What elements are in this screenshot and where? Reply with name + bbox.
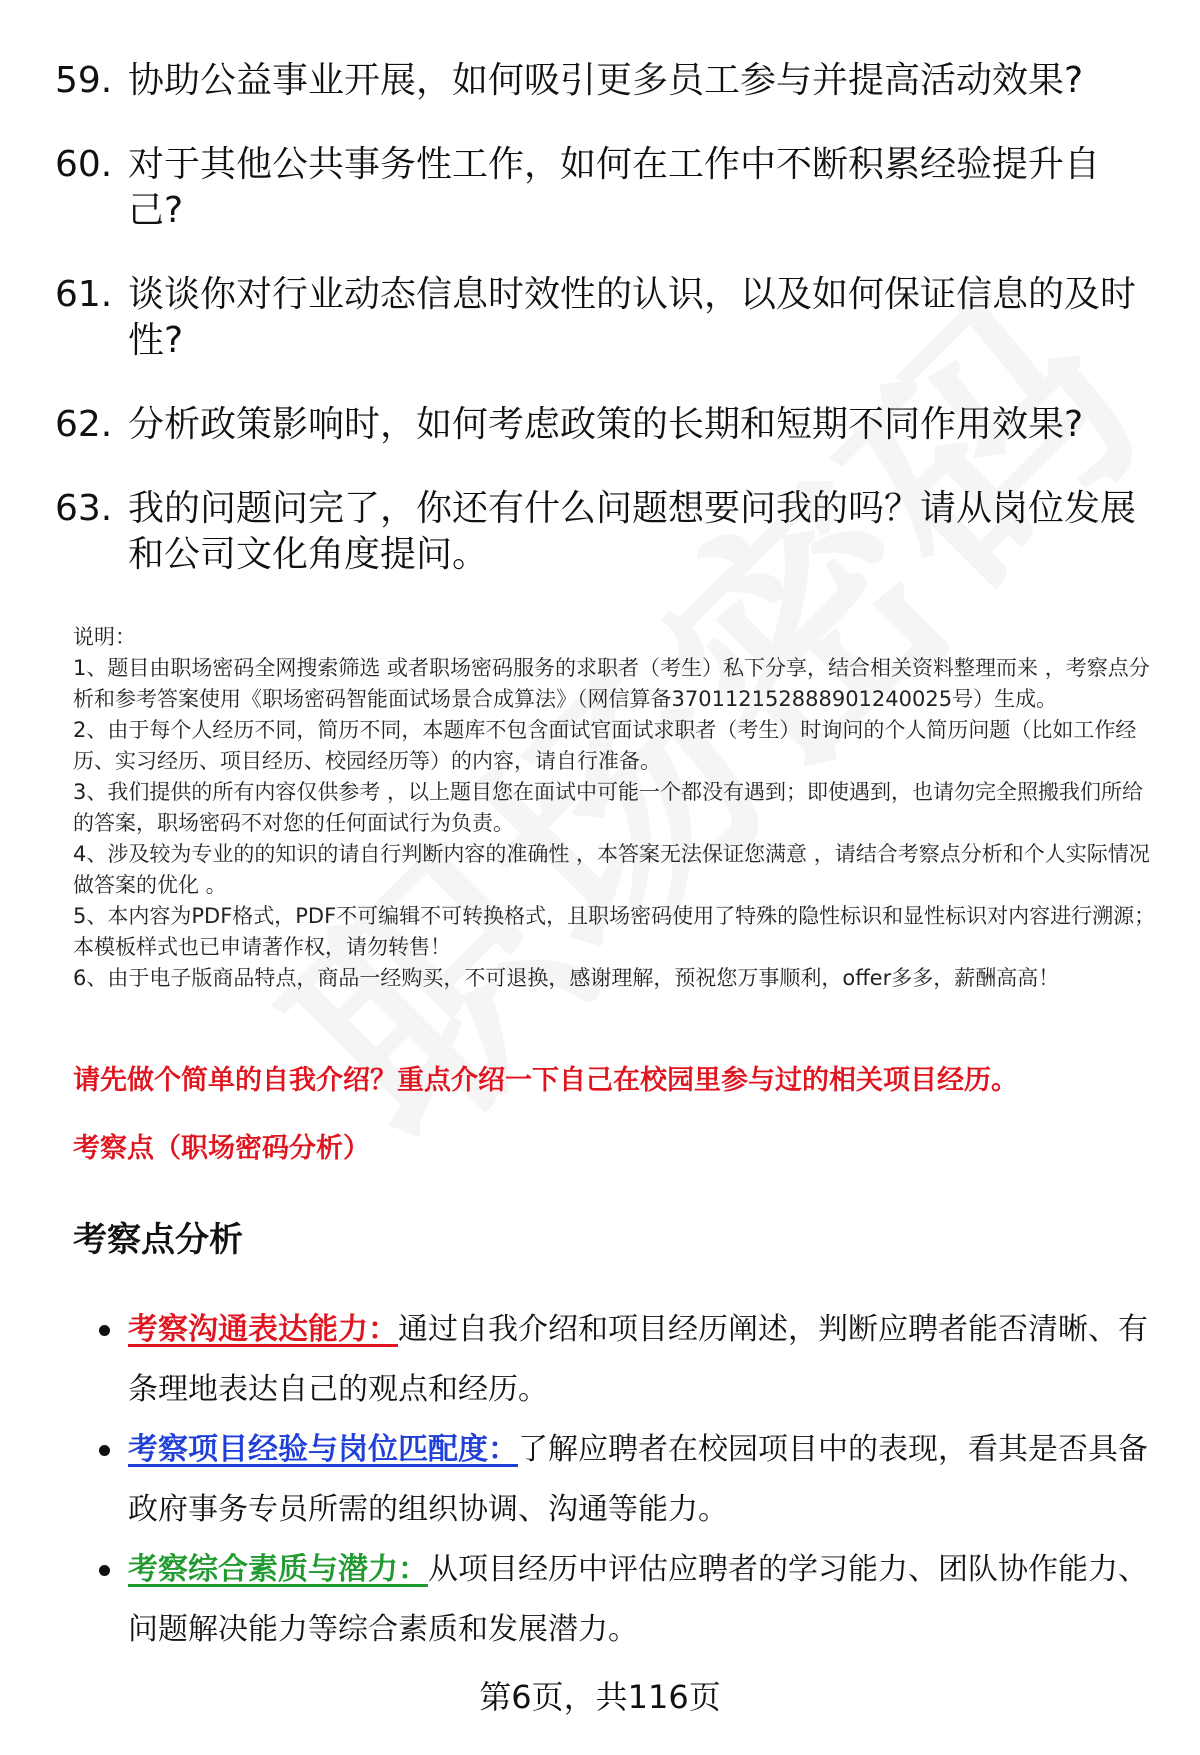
question-number: 61. — [55, 274, 113, 315]
analysis-key: 考察项目经验与岗位匹配度： — [128, 1432, 518, 1467]
note-item: 2、由于每个人经历不同，简历不同，本题库不包含面试官面试求职者（考生）时询问的个人简历问题（比如工作经历、实习经历、项目经历、校园经历等）的内容，请自行准备。 — [73, 718, 1137, 773]
question-text: 分析政策影响时，如何考虑政策的长期和短期不同作用效果? — [128, 404, 1084, 445]
analysis-text: 从项目经历中评估应聘者的学习能力、团队协作能力、问题解决能力等综合素质和发展潜力。 — [128, 1552, 1148, 1647]
analysis-item — [128, 1300, 1148, 1420]
question-number: 59. — [55, 60, 113, 101]
question-text: 协助公益事业开展，如何吸引更多员工参与并提高活动效果? — [128, 60, 1084, 101]
note-item: 1、题目由职场密码全网搜索筛选 或者职场密码服务的求职者（考生）私下分享，结合相关资料整理而来 ，考察点分析和参考答案使用《职场密码智能面试场景合成算法》（网信算备370112152888901240025号）生成。 — [73, 656, 1150, 711]
question-item — [55, 142, 1155, 234]
analysis-text: 通过自我介绍和项目经历阐述，判断应聘者能否清晰、有条理地表达自己的观点和经历。 — [128, 1312, 1148, 1407]
question-number: 62. — [55, 404, 113, 445]
analysis-key: 考察综合素质与潜力： — [128, 1552, 428, 1587]
question-list — [55, 58, 1155, 616]
question-number: 63. — [55, 488, 113, 529]
bullet-icon — [99, 1565, 110, 1576]
note-item: 3、我们提供的所有内容仅供参考 ，以上题目您在面试中可能一个都没有遇到；即使遇到，也请勿完全照搬我们所给的答案，职场密码不对您的任何面试行为负责。 — [73, 780, 1144, 835]
note-item: 6、由于电子版商品特点，商品一经购买，不可退换，感谢理解，预祝您万事顺利，offer多多，薪酬高高！ — [73, 966, 1060, 990]
question-item — [55, 58, 1155, 104]
bullet-icon — [99, 1445, 110, 1456]
page-footer: 第6页，共116页 — [479, 1678, 721, 1716]
note-item: 4、涉及较为专业的的知识的请自行判断内容的准确性 ，本答案无法保证您满意 ，请结合考察点分析和个人实际情况做答案的优化 。 — [73, 842, 1150, 897]
analysis-key: 考察沟通表达能力： — [128, 1312, 398, 1347]
disclaimer-notes — [73, 622, 1163, 994]
question-text: 谈谈你对行业动态信息时效性的认识，以及如何保证信息的及时性? — [128, 274, 1137, 361]
section-heading: 考察点分析 — [73, 1220, 243, 1260]
question-item — [55, 272, 1155, 364]
question-item — [55, 486, 1155, 578]
bullet-icon — [99, 1325, 110, 1336]
question-item — [55, 402, 1155, 448]
question-text: 对于其他公共事务性工作，如何在工作中不断积累经验提升自己? — [128, 144, 1101, 231]
question-number: 60. — [55, 144, 113, 185]
analysis-list — [128, 1300, 1148, 1660]
notes-title: 说明： — [73, 625, 136, 649]
question-text: 我的问题问完了，你还有什么问题想要问我的吗？请从岗位发展和公司文化角度提问。 — [128, 488, 1137, 575]
analysis-item — [128, 1420, 1148, 1540]
analysis-item — [128, 1540, 1148, 1660]
interview-question-title: 请先做个简单的自我介绍？重点介绍一下自己在校园里参与过的相关项目经历。 — [73, 1065, 1018, 1096]
analysis-subtitle: 考察点（职场密码分析） — [73, 1133, 370, 1164]
note-item: 5、本内容为PDF格式，PDF不可编辑不可转换格式，且职场密码使用了特殊的隐性标识和显性标识对内容进行溯源；本模板样式也已申请著作权，请勿转售！ — [73, 904, 1156, 959]
analysis-text: 了解应聘者在校园项目中的表现，看其是否具备政府事务专员所需的组织协调、沟通等能力。 — [128, 1432, 1148, 1527]
